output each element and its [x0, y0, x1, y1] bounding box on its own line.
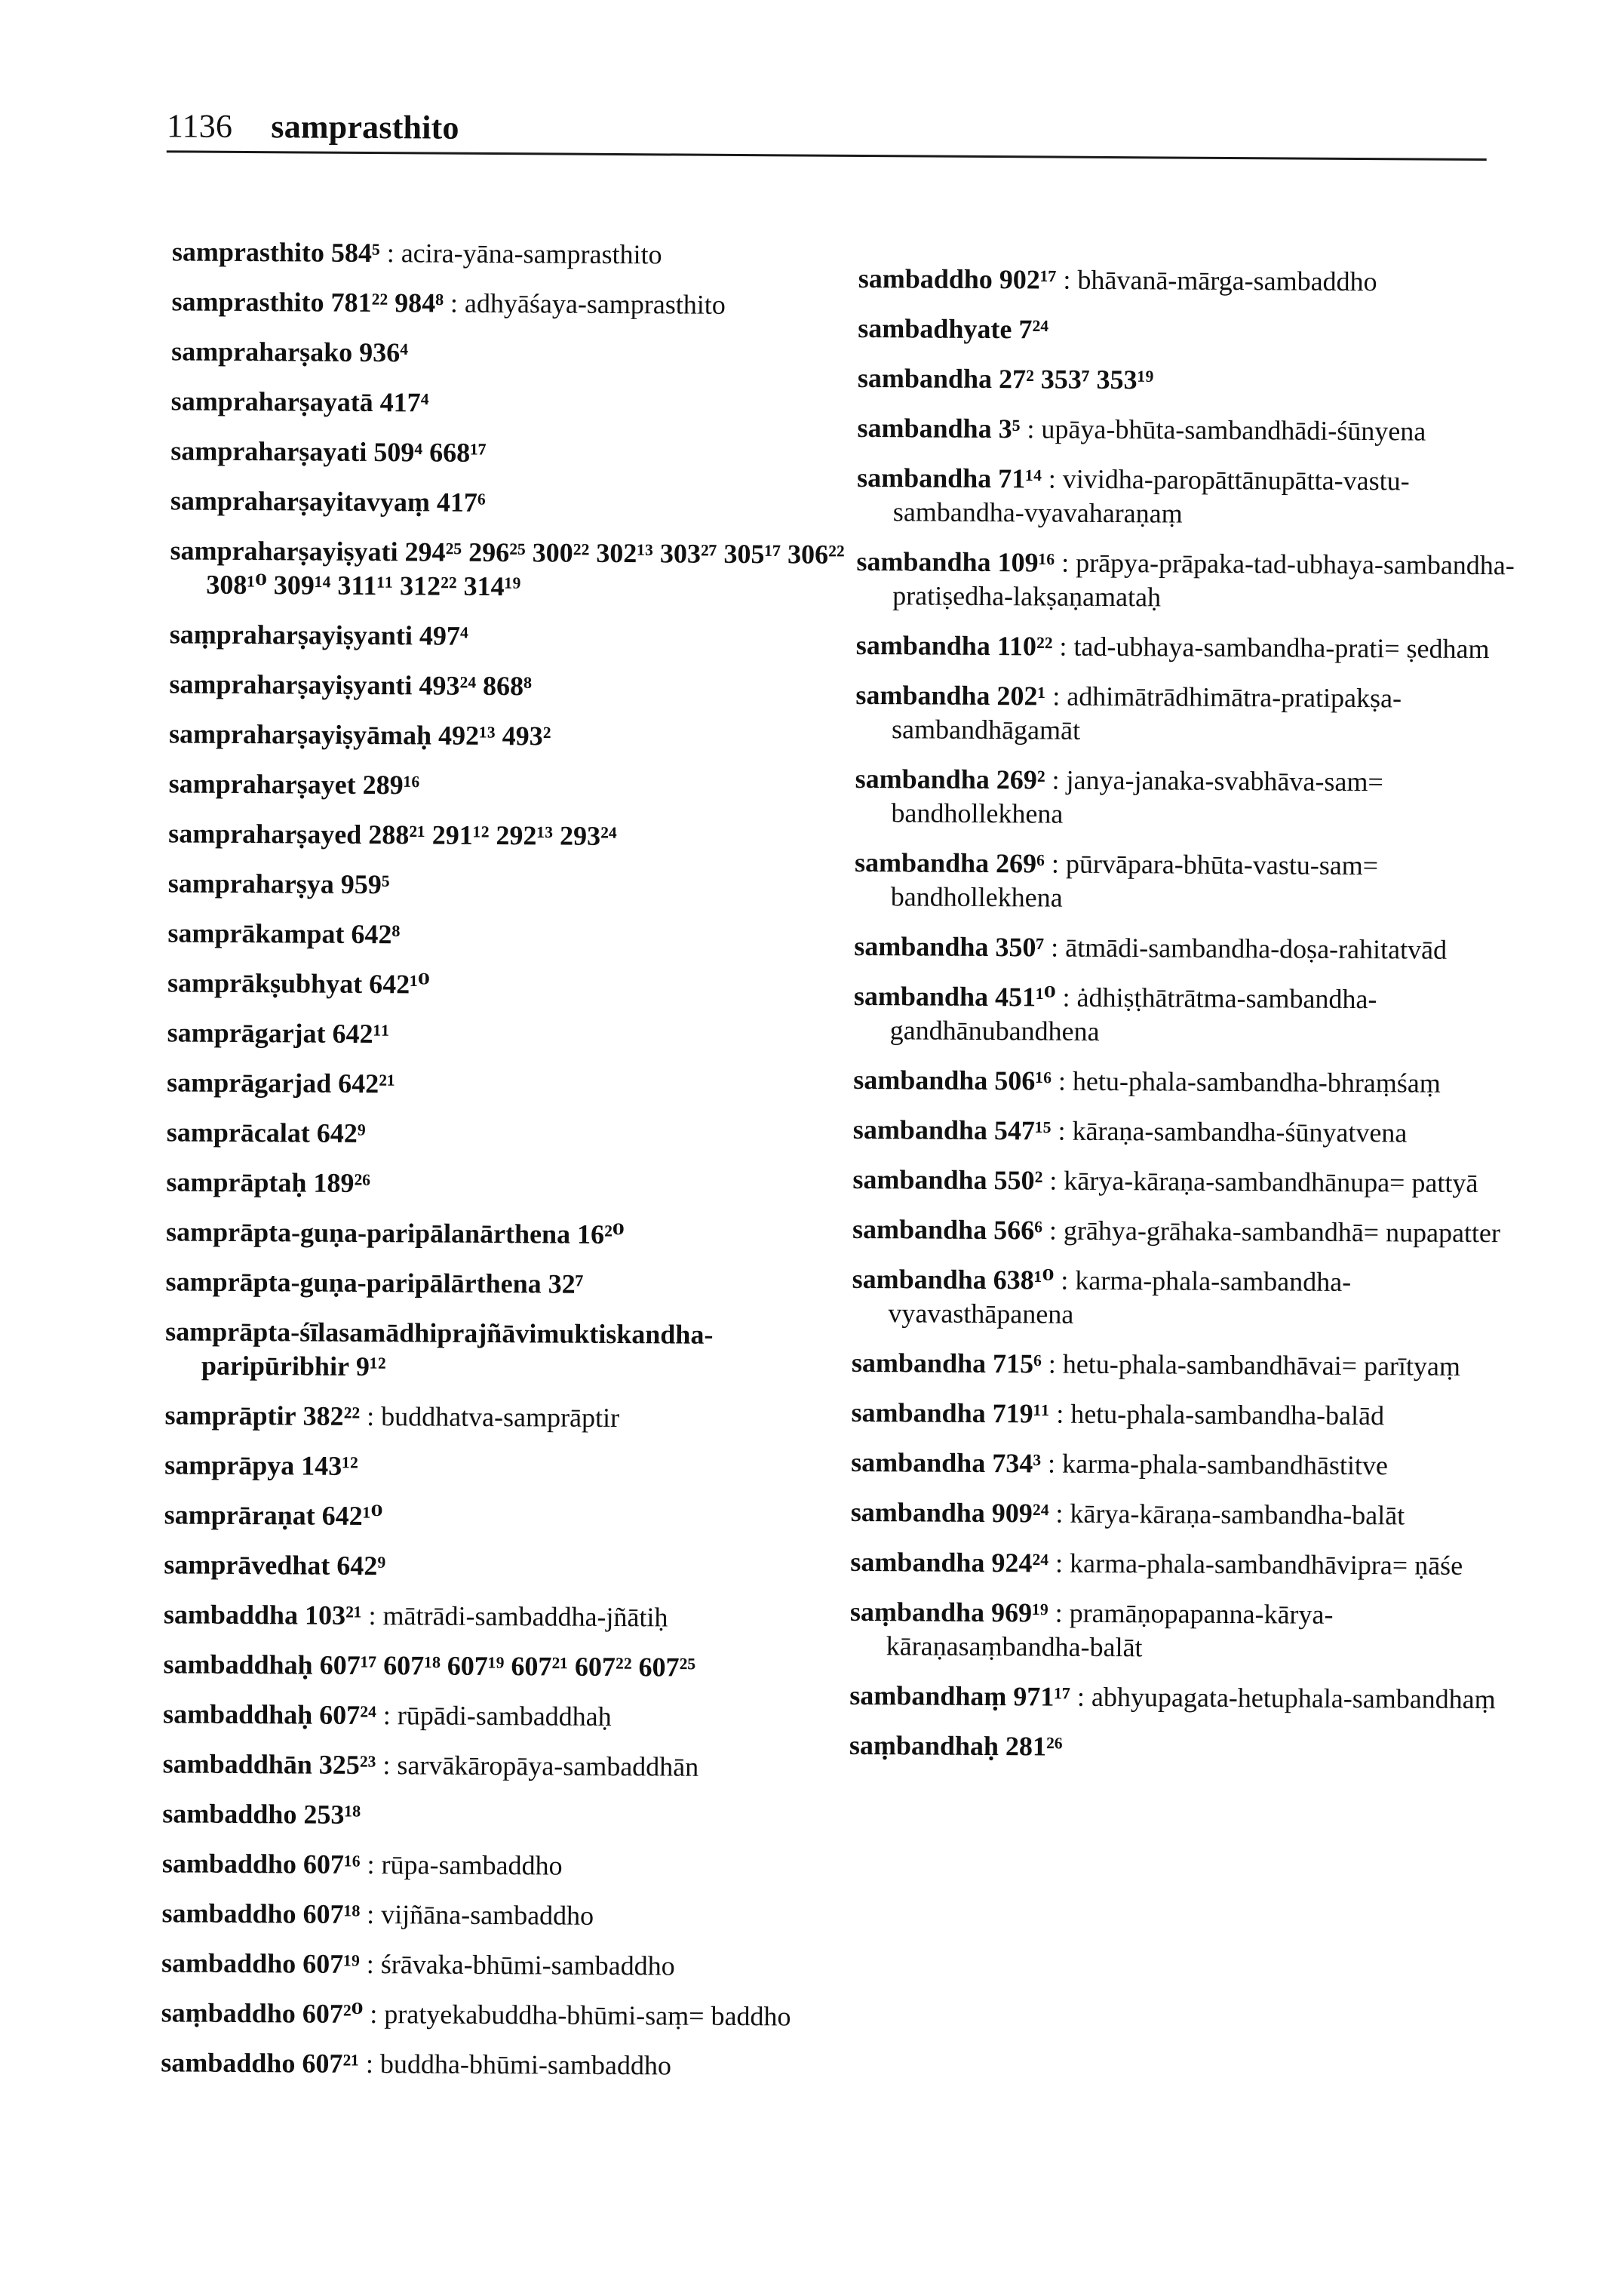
entry-gloss: : vijñāna-sambaddho: [367, 1899, 594, 1931]
index-entry: [856, 545, 1536, 616]
index-entry: [858, 312, 1537, 349]
entry-references: 497⁴: [419, 620, 468, 651]
entry-references: 607²⁴: [319, 1699, 376, 1731]
entry-headword: sambandha: [857, 462, 992, 494]
entry-gloss: : pūrvāpara-bhūta-vastu-sam= bandhollekhena: [890, 848, 1379, 913]
index-entry: [171, 384, 850, 422]
entry-headword: sampraharṣayet: [168, 768, 356, 800]
entry-headword: sambandha: [857, 362, 993, 395]
entry-references: 202¹: [996, 681, 1046, 712]
entry-references: 7²⁴: [1018, 314, 1049, 345]
entry-headword: samprākṣubhyat: [167, 967, 363, 999]
entry-references: 715⁶: [992, 1348, 1042, 1379]
index-entry: [165, 1314, 845, 1386]
entry-gloss: : hetu-phala-sambandha-balād: [1056, 1398, 1385, 1431]
entry-references: 509⁴ 668¹⁷: [373, 437, 487, 468]
entry-references: 288²¹ 291¹² 292¹³ 293²⁴: [368, 819, 617, 852]
entry-references: 566⁶: [993, 1215, 1043, 1246]
index-entry: [850, 1545, 1529, 1583]
index-entry: [170, 484, 849, 521]
entry-headword: samprāvedhat: [164, 1549, 330, 1581]
entry-gloss: : śrāvaka-bhūmi-sambaddho: [366, 1949, 675, 1981]
entry-headword: samprākampat: [167, 917, 345, 949]
entry-gloss: : karma-phala-sambandhāstitve: [1047, 1448, 1389, 1481]
entry-headword: sambadhyate: [858, 312, 1012, 345]
entry-references: 506¹⁶: [994, 1065, 1052, 1096]
entry-headword: sambandha: [856, 546, 991, 578]
index-entry: [857, 411, 1536, 449]
index-entry: [164, 1498, 843, 1535]
entry-gloss: : abhyupagata-hetuphala-sambandhaṃ: [1076, 1681, 1496, 1715]
entry-references: 719¹¹: [992, 1398, 1050, 1429]
entry-references: 971¹⁷: [1013, 1681, 1071, 1712]
index-entry: [855, 846, 1534, 917]
entry-headword: sambandhaṃ: [849, 1680, 1007, 1712]
index-entry: [167, 916, 846, 954]
index-entry: [853, 1113, 1532, 1151]
entry-references: 382²²: [302, 1400, 361, 1431]
entry-references: 642¹¹: [332, 1018, 390, 1050]
entry-headword: sampraharṣayiṣyāmaḥ: [168, 718, 432, 751]
entry-headword: sambandha: [855, 679, 990, 712]
entry-references: 16²⁰: [576, 1219, 625, 1250]
entry-gloss: : pratyekabuddha-bhūmi-saṃ= baddho: [370, 1999, 791, 2032]
index-entry: [162, 1797, 841, 1834]
entry-references: 781²² 984⁸: [330, 287, 444, 318]
entry-headword: sambaddha: [163, 1599, 299, 1631]
entry-references: 9¹²: [355, 1351, 386, 1382]
entry-headword: samprāraṇat: [164, 1499, 315, 1531]
entry-headword: saṃbandha: [849, 1596, 985, 1628]
entry-references: 550²: [993, 1165, 1043, 1196]
entry-headword: sambandha: [852, 1114, 988, 1146]
index-entry: [851, 1446, 1530, 1483]
index-entry: [170, 434, 849, 472]
entry-gloss: : tad-ubhaya-sambandha-prati= ṣedham: [1059, 631, 1490, 665]
index-entry: [851, 1396, 1530, 1434]
entry-gloss: : kāraṇa-sambandha-śūnyatvena: [1058, 1115, 1408, 1148]
index-entry: [164, 1398, 843, 1436]
entry-references: 417⁶: [436, 487, 486, 518]
entry-headword: samprasthito: [171, 236, 325, 268]
entry-headword: sambaddhān: [162, 1748, 312, 1780]
entry-headword: samprasthito: [171, 286, 324, 318]
index-entry: [163, 1697, 842, 1735]
entry-headword: samprāgarjat: [167, 1017, 326, 1049]
index-entry: [855, 678, 1535, 750]
entry-gloss: : adhyāśaya-samprasthito: [450, 287, 726, 320]
entry-references: 325²³: [318, 1749, 376, 1781]
index-entry: [856, 629, 1535, 666]
entry-headword: samprāpta-śīlasamādhiprajñāvimuktiskandha-paripūribhir: [165, 1316, 714, 1382]
index-entry: [170, 533, 849, 605]
entry-references: 642²¹: [338, 1068, 395, 1099]
index-entry: [161, 2045, 840, 2083]
index-entry: [850, 1595, 1530, 1667]
index-entry: [858, 262, 1537, 300]
entry-headword: sambandha: [852, 1163, 987, 1196]
entry-headword: sampraharṣya: [167, 868, 334, 899]
index-entry: [167, 1016, 846, 1053]
entry-headword: sambandha: [855, 763, 990, 795]
right-column: [849, 262, 1537, 1782]
entry-gloss: : sarvākāropāya-sambaddhān: [382, 1750, 699, 1782]
index-entry: [163, 1747, 842, 1784]
entry-gloss: : vividha-paropāttānupātta-vastu-sambandha-vyavaharaṇaṃ: [892, 463, 1410, 529]
entry-references: 269⁶: [996, 848, 1045, 879]
entry-gloss: : pramāṇopapanna-kārya-kāraṇasaṃbandha-balāt: [886, 1597, 1334, 1663]
entry-headword: sambaddho: [858, 263, 993, 295]
entry-references: 547¹⁵: [993, 1115, 1052, 1146]
entry-gloss: : hetu-phala-sambandha-bhraṃśaṃ: [1058, 1065, 1441, 1099]
entry-references: 959⁵: [340, 868, 390, 900]
entry-references: 493²⁴ 868⁸: [419, 670, 533, 702]
entry-headword: saṃbandhaḥ: [849, 1729, 999, 1762]
entry-gloss: : buddha-bhūmi-sambaddho: [365, 2049, 672, 2081]
index-entry: [161, 1946, 840, 1984]
index-entry: [168, 866, 847, 904]
entry-references: 642¹⁰: [369, 969, 430, 1000]
entry-headword: sambaddho: [161, 1848, 297, 1880]
entry-headword: sambandha: [850, 1496, 985, 1529]
entry-gloss: : janya-janaka-svabhāva-sam= bandhollekhena: [891, 764, 1383, 829]
entry-headword: sambandha: [857, 412, 992, 444]
entry-headword: sambandha: [851, 1397, 986, 1429]
entry-references: 3⁵: [998, 413, 1021, 444]
entry-gloss: : prāpya-prāpaka-tad-ubhaya-sambandha-pratiṣedha-lakṣaṇamataḥ: [892, 547, 1515, 613]
index-entry: [852, 1163, 1531, 1200]
index-entry: [171, 334, 850, 372]
index-entry: [171, 284, 850, 322]
entry-headword: sambandha: [852, 1213, 987, 1246]
entry-references: 451¹⁰: [994, 982, 1056, 1013]
entry-headword: sampraharṣayiṣyanti: [169, 669, 413, 701]
entry-headword: sambaddho: [161, 2047, 296, 2079]
entry-references: 607¹⁹: [302, 1948, 360, 1979]
entry-references: 492¹³ 493²: [438, 720, 551, 752]
entry-headword: samprāgarjad: [167, 1067, 332, 1099]
entry-references: 289¹⁶: [362, 769, 420, 801]
entry-headword: saṃbaddho: [161, 1997, 296, 2029]
index-entry: [855, 762, 1534, 834]
entry-references: 607¹⁷ 607¹⁸ 607¹⁹ 607²¹ 607²² 607²⁵: [319, 1649, 696, 1683]
index-entry: [166, 1215, 845, 1253]
index-entry: [167, 1115, 846, 1153]
entry-references: 32⁷: [548, 1268, 584, 1299]
index-entry: [167, 966, 846, 1004]
entry-references: 924²⁴: [991, 1548, 1049, 1578]
entry-headword: sambaddhaḥ: [163, 1649, 313, 1680]
entry-headword: sambaddho: [162, 1798, 297, 1830]
entry-gloss: : rūpādi-sambaddhaḥ: [382, 1700, 612, 1732]
entry-headword: sambandha: [853, 980, 989, 1013]
entry-headword: sambandha: [855, 629, 991, 662]
entry-headword: samprāpya: [164, 1449, 295, 1481]
entry-references: 607¹⁸: [302, 1898, 361, 1929]
entry-gloss: : grāhya-grāhaka-sambandhā= nupapatter: [1048, 1215, 1501, 1249]
entry-references: 253¹⁸: [303, 1799, 361, 1830]
entry-references: 109¹⁶: [997, 547, 1055, 578]
entry-gloss: : ȧdhiṣṭhātrātma-sambandha-gandhānubandhena: [889, 982, 1377, 1047]
index-entry: [854, 930, 1533, 967]
index-entry: [852, 1262, 1531, 1334]
entry-headword: sambandha: [851, 1446, 986, 1479]
entry-headword: sambaddho: [161, 1947, 296, 1979]
entry-headword: sambaddho: [161, 1898, 296, 1929]
entry-headword: sambandha: [854, 847, 990, 879]
entry-headword: sampraharṣayati: [170, 435, 367, 467]
index-entry: [161, 1996, 840, 2033]
entry-headword: samprāpta-guṇa-paripālārthena: [165, 1266, 542, 1299]
entry-headword: sambandha: [852, 1263, 987, 1296]
index-entry: [162, 1846, 841, 1884]
entry-gloss: : ātmādi-sambandha-doṣa-rahitatvād: [1051, 932, 1448, 965]
entry-headword: sampraharṣayiṣyati: [170, 535, 398, 567]
index-entry: [854, 979, 1534, 1051]
entry-references: 642¹⁰: [321, 1500, 383, 1532]
index-entry: [851, 1495, 1530, 1533]
index-entry: [170, 617, 849, 655]
index-entry: [164, 1548, 843, 1585]
entry-references: 642⁹: [336, 1550, 386, 1581]
index-entry: [166, 1165, 845, 1203]
entry-gloss: : bhāvanā-mārga-sambaddho: [1063, 264, 1377, 297]
index-entry: [168, 816, 847, 854]
entry-headword: sambandha: [854, 930, 989, 963]
entry-gloss: : mātrādi-sambaddha-jñātiḥ: [368, 1600, 668, 1633]
page-header: [167, 106, 459, 146]
entry-references: 189²⁶: [313, 1167, 371, 1199]
entry-headword: sampraharṣayatā: [170, 386, 373, 418]
entry-references: 281²⁶: [1005, 1731, 1063, 1762]
entry-gloss: : hetu-phala-sambandhāvai= parītyaṃ: [1048, 1348, 1461, 1382]
entry-references: 350⁷: [995, 932, 1045, 963]
entry-references: 71¹⁴: [998, 463, 1042, 494]
entry-references: 642⁹: [316, 1117, 366, 1148]
entry-gloss: : buddhatva-samprāptir: [367, 1401, 620, 1434]
index-entry: [852, 1346, 1530, 1384]
entry-references: 969¹⁹: [990, 1597, 1048, 1628]
entry-gloss: : karma-phala-sambandhāvipra= ṇāśe: [1055, 1548, 1463, 1581]
entry-references: 607²¹: [302, 2048, 360, 2079]
index-entry: [849, 1729, 1528, 1766]
entry-references: 607¹⁶: [302, 1849, 361, 1880]
entry-references: 902¹⁷: [999, 264, 1057, 295]
page-number: 1136: [166, 107, 233, 145]
entry-headword: saṃpraharṣayiṣyanti: [169, 619, 413, 651]
index-entry: [169, 717, 848, 755]
entry-headword: sambandha: [851, 1347, 987, 1379]
entry-references: 642⁸: [351, 918, 401, 950]
entry-headword: sambaddhaḥ: [163, 1698, 313, 1730]
index-entry: [857, 461, 1537, 533]
index-entry: [161, 1896, 840, 1934]
left-column: [161, 235, 851, 2099]
index-entry: [169, 667, 848, 705]
index-entry: [164, 1448, 843, 1486]
entry-references: 143¹²: [301, 1450, 358, 1481]
entry-headword: samprācalat: [166, 1117, 310, 1148]
entry-gloss: : kārya-kāraṇa-sambandha-balāt: [1055, 1498, 1405, 1531]
entry-headword: sampraharṣako: [171, 336, 353, 367]
entry-references: 607²⁰: [302, 1998, 364, 2029]
index-entry: [858, 361, 1537, 399]
index-entry: [167, 1065, 846, 1103]
index-entry: [853, 1063, 1532, 1101]
index-entry: [169, 767, 848, 804]
entry-references: 936⁴: [359, 337, 409, 368]
entry-references: 417⁴: [379, 387, 429, 418]
running-head: samprasthito: [271, 108, 459, 146]
entry-references: 27² 353⁷ 353¹⁹: [998, 364, 1154, 395]
entry-headword: samprāpta-guṇa-paripālanārthena: [165, 1216, 571, 1249]
entry-headword: sampraharṣayed: [168, 818, 362, 850]
entry-references: 638¹⁰: [993, 1265, 1055, 1296]
entry-gloss: : acira-yāna-samprasthito: [386, 238, 662, 270]
entry-gloss: : rūpa-sambaddho: [367, 1849, 563, 1881]
entry-headword: sampraharṣayitavyaṃ: [170, 485, 431, 518]
entry-gloss: : adhimātrādhimātra-pratipakṣa-sambandhāgamāt: [891, 681, 1402, 745]
entry-references: 734³: [992, 1448, 1042, 1479]
index-entry: [849, 1679, 1528, 1717]
entry-references: 103²¹: [304, 1600, 362, 1631]
entry-gloss: : karma-phala-sambandha-vyavasthāpanena: [888, 1265, 1352, 1329]
entry-headword: sambandha: [850, 1546, 985, 1578]
entry-gloss: : kārya-kāraṇa-sambandhānupa= pattyā: [1049, 1165, 1478, 1198]
entry-references: 110²²: [996, 631, 1053, 662]
entry-headword: sambandha: [853, 1064, 988, 1096]
entry-headword: samprāptaḥ: [166, 1166, 307, 1198]
entry-references: 909²⁴: [991, 1498, 1049, 1529]
index-entry: [163, 1647, 842, 1685]
entry-references: 294²⁵ 296²⁵ 300²² 302¹³ 303²⁷ 305¹⁷ 306²² 308¹⁰ 309¹⁴ 311¹¹ 312²² 314¹⁹: [206, 536, 845, 602]
index-entry: [852, 1213, 1531, 1250]
entry-references: 584⁵: [330, 237, 380, 269]
entry-headword: samprāptir: [164, 1400, 296, 1431]
index-entry: [165, 1265, 844, 1302]
index-entry: [172, 235, 851, 272]
index-entry: [164, 1597, 843, 1635]
entry-references: 269²: [996, 764, 1045, 795]
header-rule: [167, 150, 1487, 161]
entry-gloss: : upāya-bhūta-sambandhādi-śūnyena: [1027, 413, 1426, 447]
